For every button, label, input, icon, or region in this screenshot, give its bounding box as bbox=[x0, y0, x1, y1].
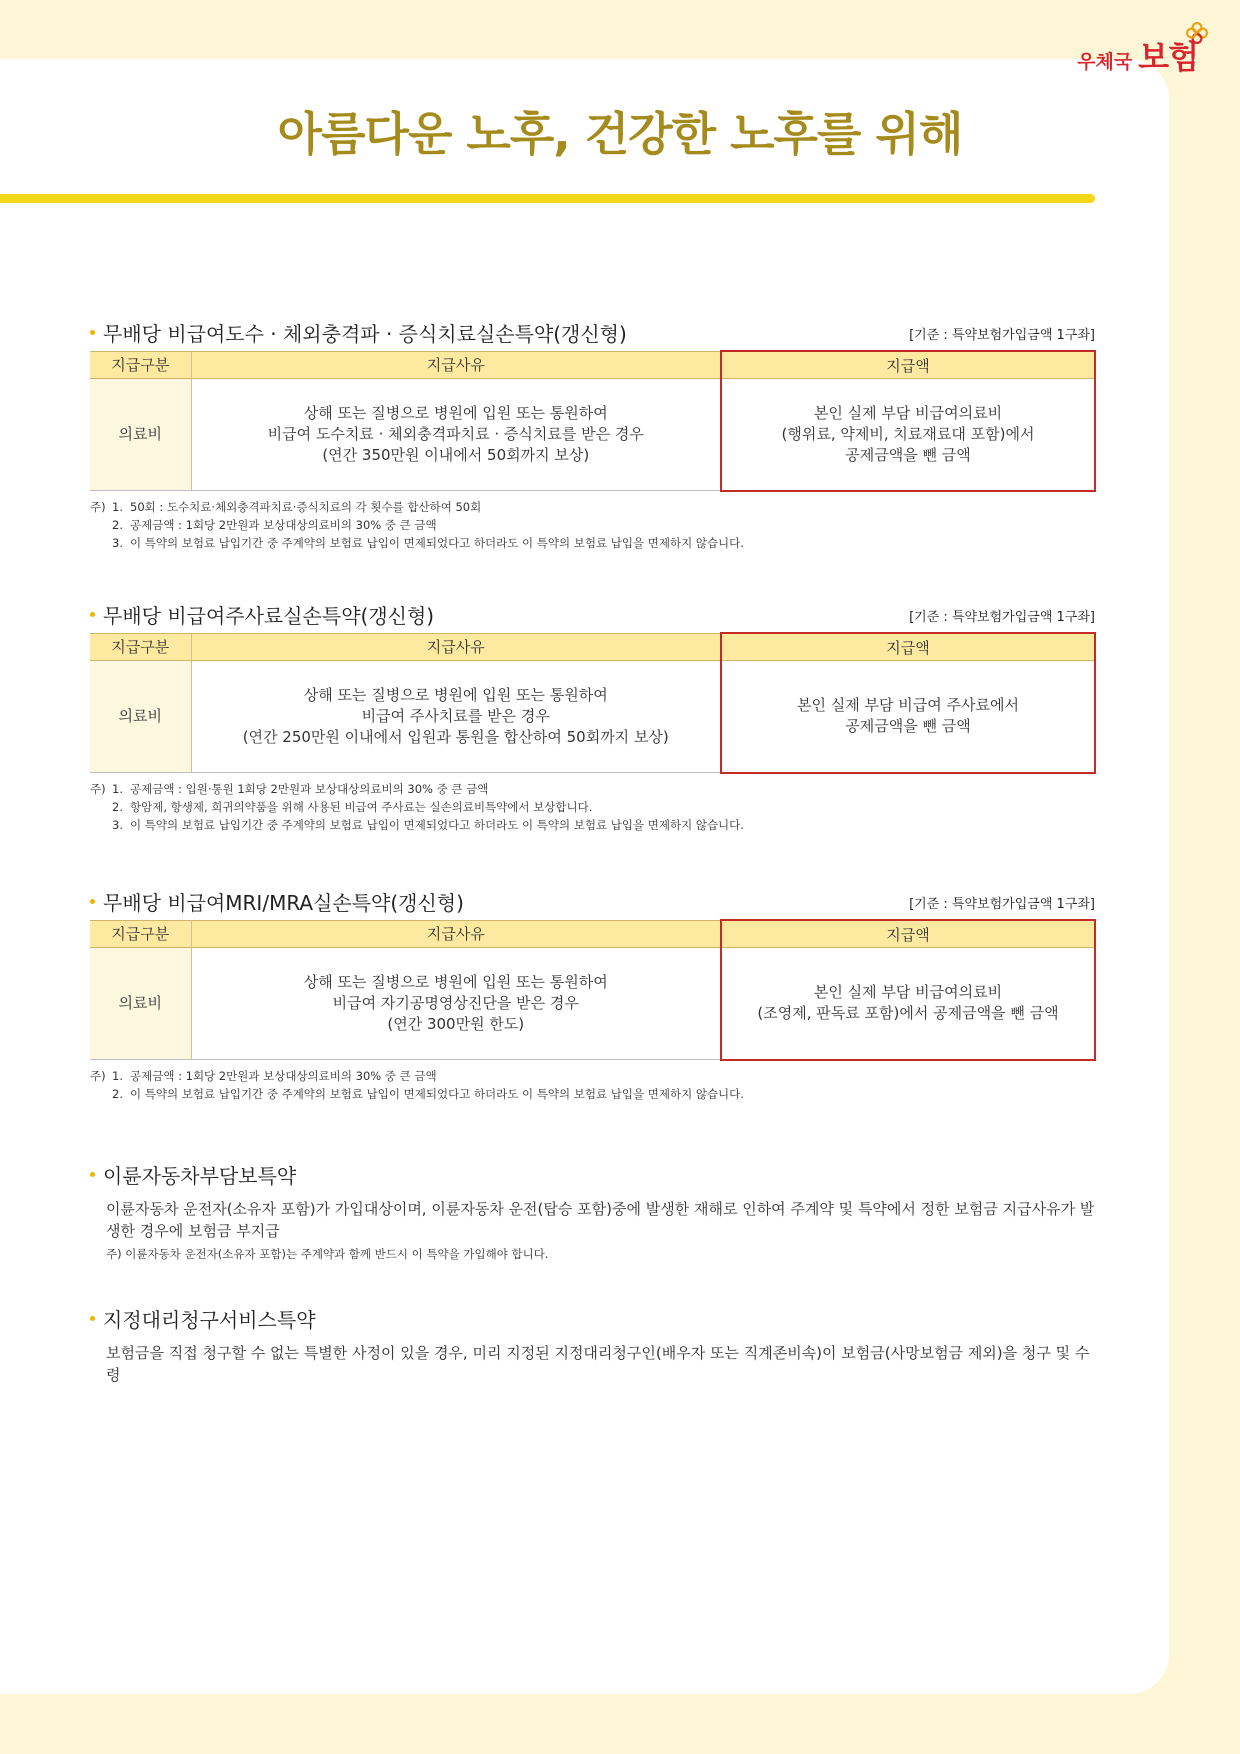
logo-big-text: 보험 bbox=[1138, 38, 1198, 76]
logo bbox=[1077, 32, 1198, 78]
logo-small-text: 우체국 bbox=[1077, 51, 1133, 73]
payment-table bbox=[90, 919, 1096, 1061]
header-category: 지급구분 bbox=[90, 633, 191, 661]
category-cell: 의료비 bbox=[90, 948, 191, 1060]
header-amount: 지급액 bbox=[721, 633, 1095, 661]
flower-icon bbox=[1186, 22, 1208, 44]
bullet-dot-icon bbox=[90, 1172, 95, 1177]
amount-cell: 본인 실제 부담 비급여의료비 (행위료, 약제비, 치료재료대 포함)에서 공제금액을 뺀 금액 bbox=[721, 379, 1095, 491]
section-mri bbox=[90, 887, 1095, 1103]
category-cell: 의료비 bbox=[90, 661, 191, 773]
header-reason: 지급사유 bbox=[191, 351, 721, 379]
amount-cell: 본인 실제 부담 비급여 주사료에서 공제금액을 뺀 금액 bbox=[721, 661, 1095, 773]
basis-note: [기준 : 특약보험가입금액 1구좌] bbox=[909, 610, 1095, 625]
page-sheet bbox=[0, 59, 1169, 1694]
notes: 주) 1. 공제금액 : 입원·통원 1회당 2만원과 보상대상의료비의 30% 중 큰 금액 2. 항암제, 항생제, 희귀의약품을 위해 사용된 비급여 주사료는 실손의료비특약에서 보상합니다. 3. 이 특약의 보험료 납입기간 중 주계약의 보험료 납입이 면제되었다고 하더라도 이 특약의 보험료 납입을 면제하지 않습니다. bbox=[90, 781, 744, 832]
payment-table bbox=[90, 632, 1096, 774]
header-amount: 지급액 bbox=[721, 351, 1095, 379]
section-title: 무배당 비급여주사료실손특약(갱신형) bbox=[103, 604, 435, 628]
page-title: 아름다운 노후, 건강한 노후를 위해 bbox=[277, 107, 963, 161]
header-category: 지급구분 bbox=[90, 351, 191, 379]
basis-note: [기준 : 특약보험가입금액 1구좌] bbox=[909, 897, 1095, 912]
amount-cell: 본인 실제 부담 비급여의료비 (조영제, 판독료 포함)에서 공제금액을 뺀 금액 bbox=[721, 948, 1095, 1060]
bullet-dot-icon bbox=[90, 1316, 95, 1321]
header-reason: 지급사유 bbox=[191, 633, 721, 661]
section-motorcycle bbox=[90, 1160, 1095, 1262]
title-divider-bar bbox=[0, 194, 1095, 203]
section-title: 무배당 비급여MRI/MRA실손특약(갱신형) bbox=[103, 891, 464, 915]
notes: 주) 1. 공제금액 : 1회당 2만원과 보상대상의료비의 30% 중 큰 금액 2. 이 특약의 보험료 납입기간 중 주계약의 보험료 납입이 면제되었다고 하더라도 이 특약의 보험료 납입을 면제하지 않습니다. bbox=[90, 1068, 744, 1101]
bullet-dot-icon bbox=[90, 899, 95, 904]
section-body: 이륜자동차 운전자(소유자 포함)가 가입대상이며, 이륜자동차 운전(탑승 포함)중에 발생한 재해로 인하여 주계약 및 특약에서 정한 보험금 지급사유가 발생한 경우에 보험금 부지급 bbox=[106, 1200, 1095, 1240]
notes: 주) 1. 50회 : 도수치료·체외충격파치료·증식치료의 각 횟수를 합산하여 50회 2. 공제금액 : 1회당 2만원과 보상대상의료비의 30% 중 큰 금액 3. 이 특약의 보험료 납입기간 중 주계약의 보험료 납입이 면제되었다고 하더라도 이 특약의 보험료 납입을 면제하지 않습니다. bbox=[90, 499, 744, 550]
section-title: 무배당 비급여도수 · 체외충격파 · 증식치료실손특약(갱신형) bbox=[103, 322, 627, 346]
reason-cell: 상해 또는 질병으로 병원에 입원 또는 통원하여 비급여 도수치료 · 체외충격파치료 · 증식치료를 받은 경우 (연간 350만원 이내에서 50회까지 보상) bbox=[191, 379, 721, 491]
section-title: 이륜자동차부담보특약 bbox=[103, 1164, 297, 1188]
section-proxy-claim bbox=[90, 1304, 1095, 1386]
header-category: 지급구분 bbox=[90, 920, 191, 948]
reason-cell: 상해 또는 질병으로 병원에 입원 또는 통원하여 비급여 주사치료를 받은 경우 (연간 250만원 이내에서 입원과 통원을 합산하여 50회까지 보상) bbox=[191, 661, 721, 773]
section-manual-therapy bbox=[90, 318, 1095, 552]
payment-table bbox=[90, 350, 1096, 492]
bullet-dot-icon bbox=[90, 330, 95, 335]
category-cell: 의료비 bbox=[90, 379, 191, 491]
section-title: 지정대리청구서비스특약 bbox=[103, 1308, 316, 1332]
section-body: 보험금을 직접 청구할 수 없는 특별한 사정이 있을 경우, 미리 지정된 지정대리청구인(배우자 또는 직계존비속)이 보험금(사망보험금 제외)을 청구 및 수령 bbox=[106, 1344, 1090, 1384]
reason-cell: 상해 또는 질병으로 병원에 입원 또는 통원하여 비급여 자기공명영상진단을 받은 경우 (연간 300만원 한도) bbox=[191, 948, 721, 1060]
section-injection bbox=[90, 600, 1095, 834]
section-note: 주) 이륜자동차 운전자(소유자 포함)는 주계약과 함께 반드시 이 특약을 가입해야 합니다. bbox=[106, 1247, 549, 1261]
header-reason: 지급사유 bbox=[191, 920, 721, 948]
bullet-dot-icon bbox=[90, 612, 95, 617]
header-amount: 지급액 bbox=[721, 920, 1095, 948]
basis-note: [기준 : 특약보험가입금액 1구좌] bbox=[909, 328, 1095, 343]
